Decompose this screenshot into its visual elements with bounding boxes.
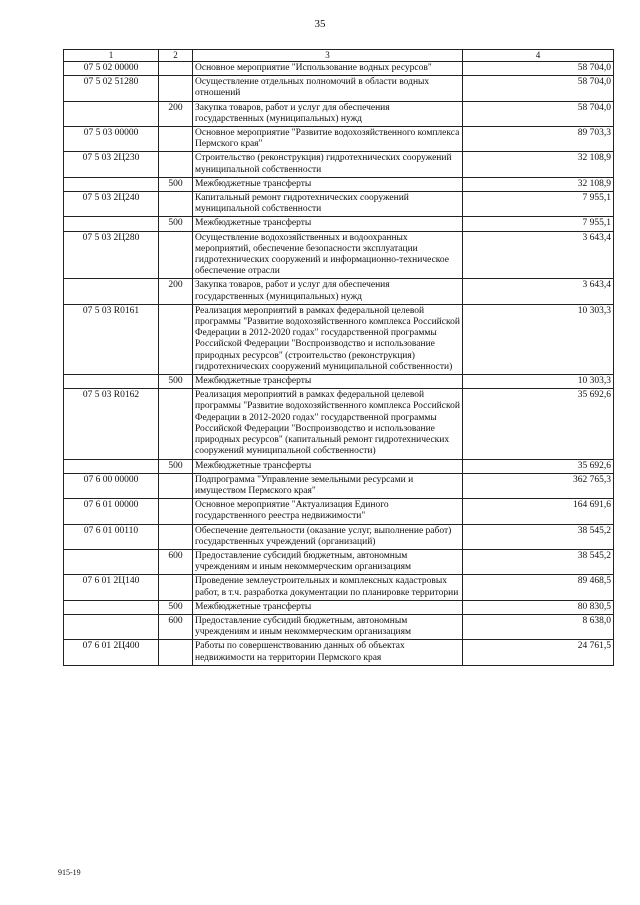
column-header-code: 1: [64, 50, 159, 62]
row-amount: 58 704,0: [463, 76, 614, 101]
row-expense-type: [159, 389, 193, 459]
row-code: 07 5 03 R0161: [64, 304, 159, 374]
row-name: Подпрограмма "Управление земельными ресурсами и имуществом Пермского края": [193, 473, 463, 498]
table-header-row: [64, 50, 614, 62]
table-row: [64, 524, 614, 549]
table-row: [64, 62, 614, 76]
row-amount: 7 955,1: [463, 217, 614, 231]
row-expense-type: [159, 640, 193, 665]
row-name: Основное мероприятие "Развитие водохозяйственного комплекса Пермского края": [193, 127, 463, 152]
row-name: Межбюджетные трансферты: [193, 375, 463, 389]
column-header-name: 3: [193, 50, 463, 62]
row-name: Межбюджетные трансферты: [193, 217, 463, 231]
row-name: Осуществление отдельных полномочий в области водных отношений: [193, 76, 463, 101]
row-expense-type: 200: [159, 279, 193, 304]
row-code: [64, 549, 159, 574]
row-name: Основное мероприятие "Актуализация Единого государственного реестра недвижимости": [193, 499, 463, 524]
row-name: Строительство (реконструкция) гидротехнических сооружений муниципальной собственности: [193, 152, 463, 177]
table-row: [64, 76, 614, 101]
row-name: Закупка товаров, работ и услуг для обеспечения государственных (муниципальных) нужд: [193, 279, 463, 304]
table-row: [64, 231, 614, 279]
row-expense-type: [159, 499, 193, 524]
table-row: [64, 177, 614, 191]
row-amount: 10 303,3: [463, 375, 614, 389]
row-amount: 32 108,9: [463, 152, 614, 177]
row-amount: 164 691,6: [463, 499, 614, 524]
table-row: [64, 549, 614, 574]
row-amount: 89 468,5: [463, 575, 614, 600]
row-name: Межбюджетные трансферты: [193, 600, 463, 614]
row-amount: 35 692,6: [463, 389, 614, 459]
row-amount: 3 643,4: [463, 231, 614, 279]
row-code: 07 5 03 2Ц240: [64, 192, 159, 217]
table-row: [64, 640, 614, 665]
page-number: 35: [314, 18, 326, 30]
row-name: Обеспечение деятельности (оказание услуг, выполнение работ) государственных учреждений (организаций): [193, 524, 463, 549]
row-expense-type: 500: [159, 177, 193, 191]
budget-table: [63, 49, 614, 666]
row-code: 07 5 02 00000: [64, 62, 159, 76]
row-expense-type: [159, 524, 193, 549]
table-row: [64, 279, 614, 304]
table-row: [64, 389, 614, 459]
column-header-amount: 4: [463, 50, 614, 62]
row-name: Капитальный ремонт гидротехнических сооружений муниципальной собственности: [193, 192, 463, 217]
row-code: [64, 279, 159, 304]
row-expense-type: [159, 575, 193, 600]
table-row: [64, 375, 614, 389]
document-code: 915-19: [58, 868, 81, 877]
row-code: 07 6 01 2Ц140: [64, 575, 159, 600]
row-expense-type: [159, 473, 193, 498]
table-row: [64, 473, 614, 498]
row-expense-type: [159, 127, 193, 152]
row-expense-type: [159, 62, 193, 76]
row-code: [64, 614, 159, 639]
row-code: [64, 600, 159, 614]
row-code: 07 5 03 R0162: [64, 389, 159, 459]
row-expense-type: [159, 76, 193, 101]
row-expense-type: [159, 192, 193, 217]
row-code: 07 6 00 00000: [64, 473, 159, 498]
table-row: [64, 127, 614, 152]
row-expense-type: 500: [159, 459, 193, 473]
row-expense-type: 500: [159, 375, 193, 389]
row-name: Реализация мероприятий в рамках федеральной целевой программы "Развитие водохозяйственного комплекса Российской Федерации в 2012-2020 годах" государственной программы Российской Федерации "Воспроизводство и использование природных ресурсов" (строительство (реконструкция) гидротехнических сооружений муниципальной собственности): [193, 304, 463, 374]
row-expense-type: 500: [159, 600, 193, 614]
row-expense-type: 600: [159, 614, 193, 639]
row-amount: 38 545,2: [463, 549, 614, 574]
row-name: Предоставление субсидий бюджетным, автономным учреждениям и иным некоммерческим организациям: [193, 614, 463, 639]
row-name: Реализация мероприятий в рамках федеральной целевой программы "Развитие водохозяйственного комплекса Российской Федерации в 2012-2020 годах" государственной программы Российской Федерации "Воспроизводство и использование природных ресурсов" (капитальный ремонт гидротехнических сооружений муниципальной собственности): [193, 389, 463, 459]
row-code: 07 6 01 00110: [64, 524, 159, 549]
row-amount: 24 761,5: [463, 640, 614, 665]
table-row: [64, 499, 614, 524]
table-row: [64, 192, 614, 217]
row-name: Осуществление водохозяйственных и водоохранных мероприятий, обеспечение безопасности эксплуатации гидротехнических сооружений и информационно-техническое обеспечение отрасли: [193, 231, 463, 279]
row-amount: 38 545,2: [463, 524, 614, 549]
row-amount: 35 692,6: [463, 459, 614, 473]
table-row: [64, 304, 614, 374]
row-code: 07 6 01 2Ц400: [64, 640, 159, 665]
row-name: Закупка товаров, работ и услуг для обеспечения государственных (муниципальных) нужд: [193, 101, 463, 126]
row-expense-type: 500: [159, 217, 193, 231]
table-row: [64, 614, 614, 639]
row-code: 07 5 03 00000: [64, 127, 159, 152]
row-name: Межбюджетные трансферты: [193, 177, 463, 191]
row-expense-type: 600: [159, 549, 193, 574]
row-code: [64, 101, 159, 126]
row-code: 07 6 01 00000: [64, 499, 159, 524]
row-code: 07 5 02 51280: [64, 76, 159, 101]
row-expense-type: [159, 152, 193, 177]
column-header-type: 2: [159, 50, 193, 62]
row-code: 07 5 03 2Ц280: [64, 231, 159, 279]
row-name: Проведение землеустроительных и комплексных кадастровых работ, в т.ч. разработка документации по планировке территории: [193, 575, 463, 600]
row-amount: 89 703,3: [463, 127, 614, 152]
row-code: [64, 459, 159, 473]
row-amount: 32 108,9: [463, 177, 614, 191]
row-expense-type: 200: [159, 101, 193, 126]
table-row: [64, 575, 614, 600]
row-amount: 8 638,0: [463, 614, 614, 639]
row-amount: 58 704,0: [463, 62, 614, 76]
table-row: [64, 600, 614, 614]
table-row: [64, 101, 614, 126]
row-amount: 3 643,4: [463, 279, 614, 304]
row-amount: 58 704,0: [463, 101, 614, 126]
row-code: [64, 217, 159, 231]
table-row: [64, 152, 614, 177]
row-name: Предоставление субсидий бюджетным, автономным учреждениям и иным некоммерческим организациям: [193, 549, 463, 574]
row-code: [64, 375, 159, 389]
row-name: Основное мероприятие "Использование водных ресурсов": [193, 62, 463, 76]
row-expense-type: [159, 304, 193, 374]
row-name: Межбюджетные трансферты: [193, 459, 463, 473]
row-code: [64, 177, 159, 191]
row-name: Работы по совершенствованию данных об объектах недвижимости на территории Пермского края: [193, 640, 463, 665]
row-amount: 362 765,3: [463, 473, 614, 498]
table-row: [64, 459, 614, 473]
row-code: 07 5 03 2Ц230: [64, 152, 159, 177]
table-row: [64, 217, 614, 231]
table-body: [64, 62, 614, 666]
row-amount: 80 830,5: [463, 600, 614, 614]
row-amount: 10 303,3: [463, 304, 614, 374]
row-amount: 7 955,1: [463, 192, 614, 217]
row-expense-type: [159, 231, 193, 279]
